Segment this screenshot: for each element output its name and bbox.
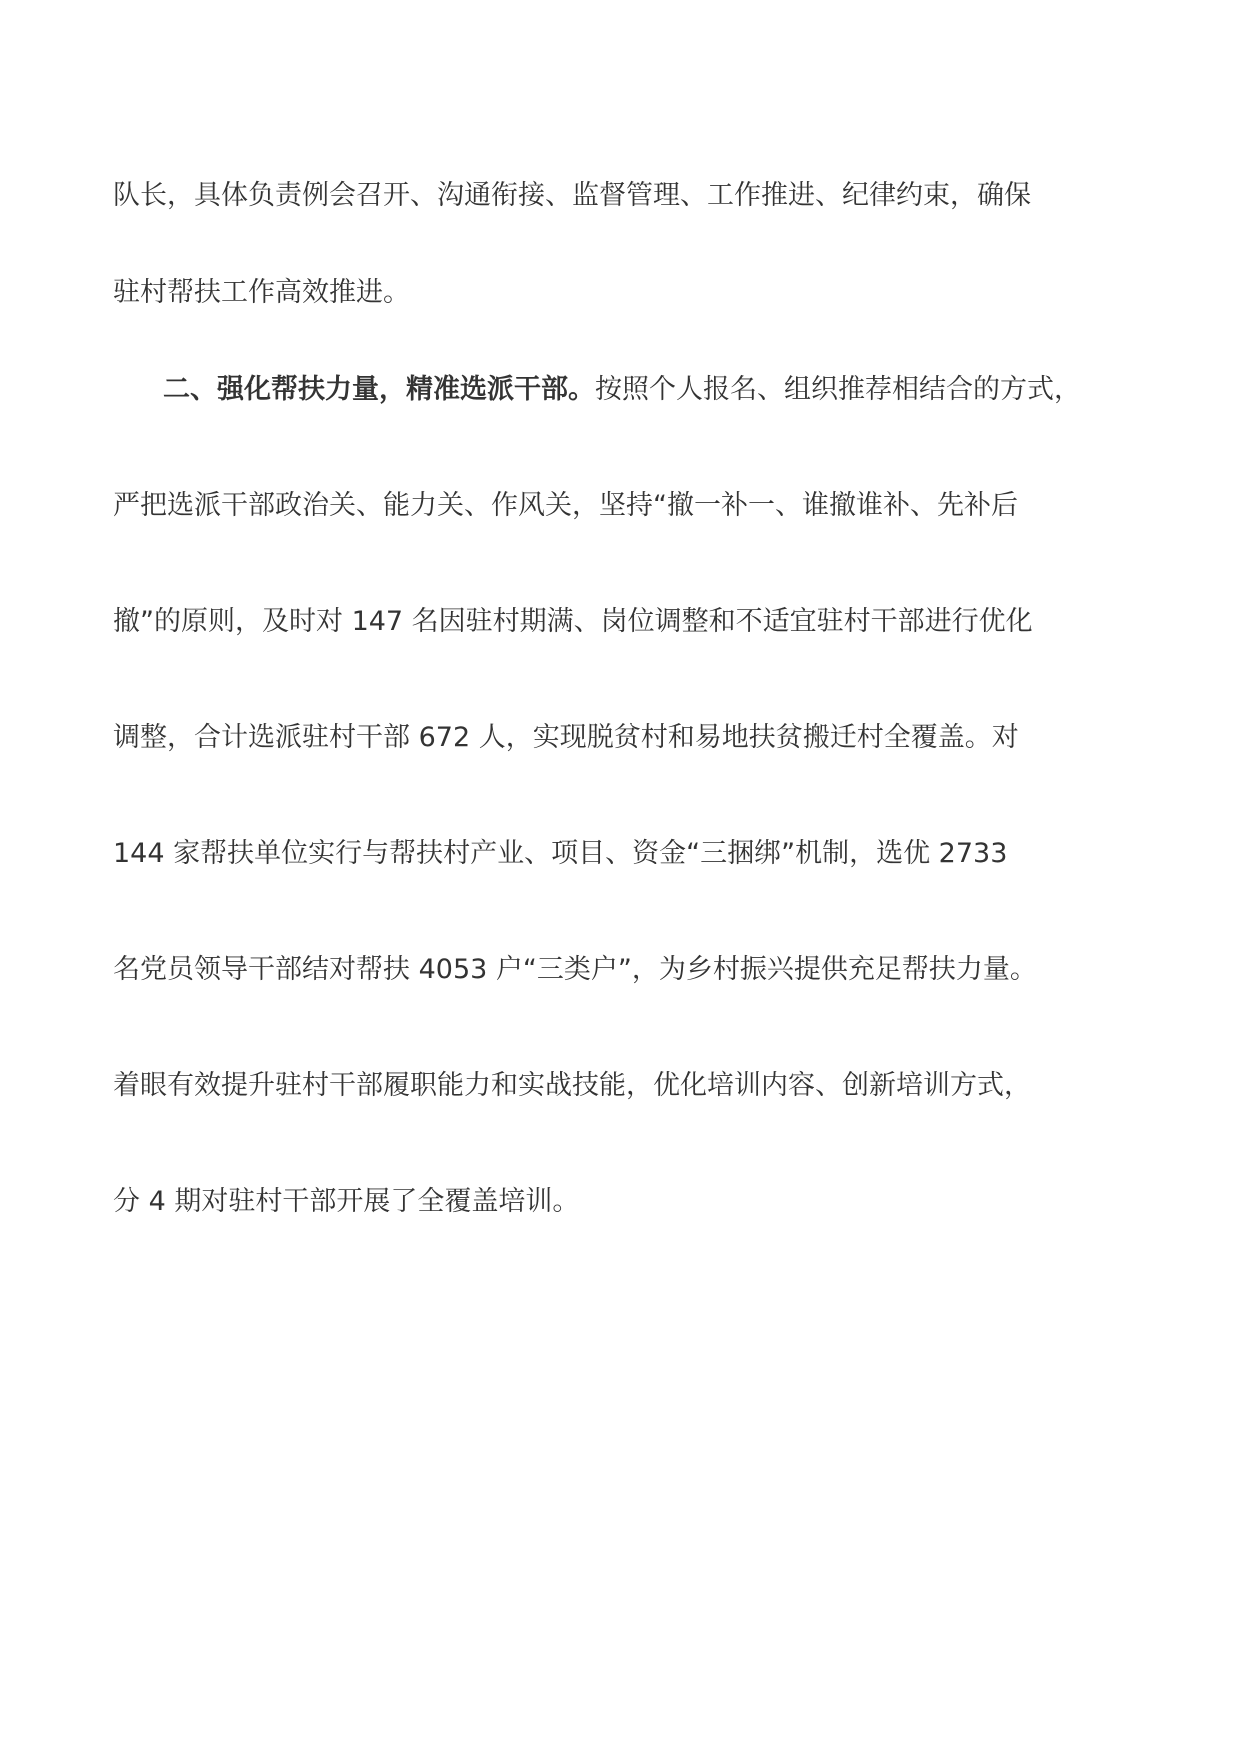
paragraph-2-line-1 <box>163 370 1203 410</box>
section-heading: 二、强化帮扶力量，精准选派干部。 <box>163 374 595 405</box>
paragraph-2-line-5: 144 家帮扶单位实行与帮扶村产业、项目、资金“三捆绑”机制，选优 2733 <box>113 838 1008 869</box>
paragraph-2-line-4: 调整，合计选派驻村干部 672 人，实现脱贫村和易地扶贫搬迁村全覆盖。对 <box>113 722 1019 753</box>
paragraph-2-line-2: 严把选派干部政治关、能力关、作风关，坚持“撤一补一、谁撤谁补、先补后 <box>113 490 1018 521</box>
paragraph-2-line-6: 名党员领导干部结对帮扶 4053 户“三类户”，为乡村振兴提供充足帮扶力量。 <box>113 954 1037 985</box>
paragraph-2-line-7: 着眼有效提升驻村干部履职能力和实战技能，优化培训内容、创新培训方式， <box>113 1070 1031 1101</box>
paragraph-2-line-8: 分 4 期对驻村干部开展了全覆盖培训。 <box>113 1186 580 1217</box>
paragraph-2-line-1-text: 按照个人报名、组织推荐相结合的方式， <box>595 374 1081 405</box>
paragraph-1-line-1: 队长，具体负责例会召开、沟通衔接、监督管理、工作推进、纪律约束，确保 <box>113 180 1031 211</box>
paragraph-1-line-2: 驻村帮扶工作高效推进。 <box>113 277 410 308</box>
paragraph-2-line-3: 撤”的原则，及时对 147 名因驻村期满、岗位调整和不适宜驻村干部进行优化 <box>113 606 1033 637</box>
